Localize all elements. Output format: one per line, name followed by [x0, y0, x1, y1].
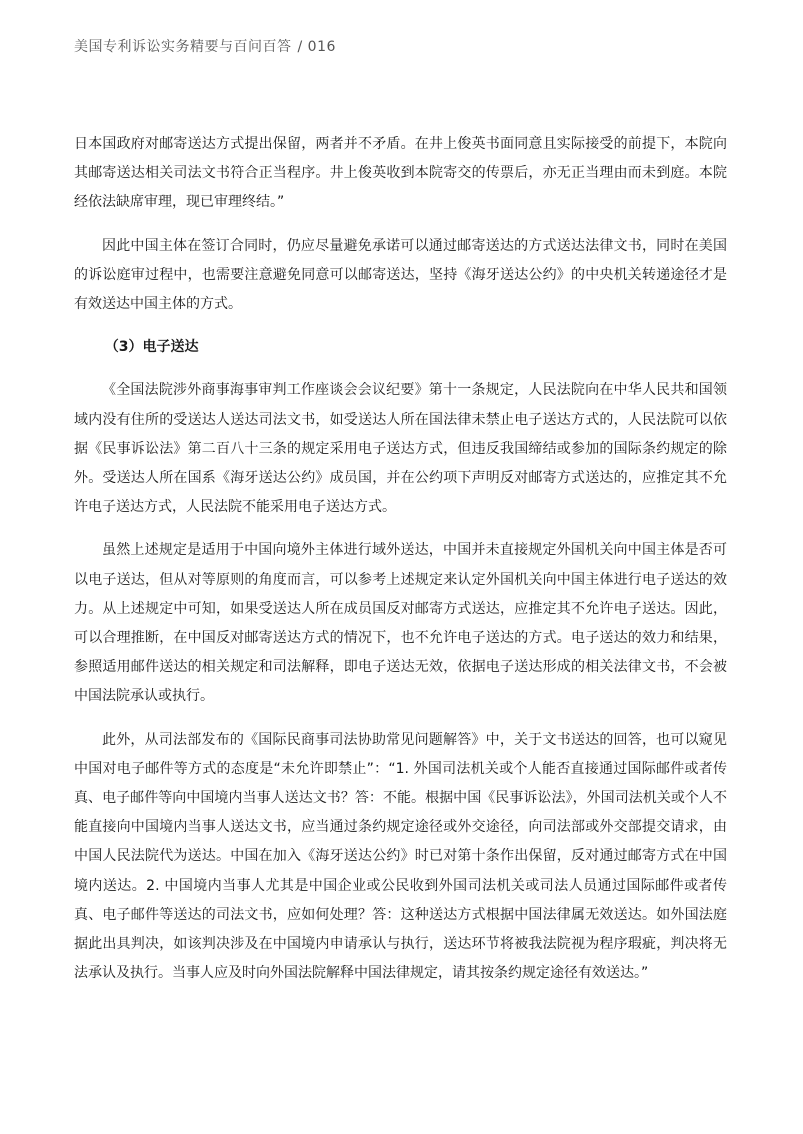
page-body [74, 130, 727, 1002]
paragraph-court-minutes: 《全国法院涉外商事海事审判工作座谈会会议纪要》第十一条规定，人民法院向在中华人民共和国领域内没有住所的受送达人送达司法文书，如受送达人所在国法律未禁止电子送达方式的，人民法院可以依据《民事诉讼法》第二百八十三条的规定采用电子送达方式，但违反我国缔结或参加的国际条约规定的除外。受送达人所在国系《海牙送达公约》成员国，并在公约项下声明反对邮寄方式送达的，应推定其不允许电子送达方式，人民法院不能采用电子送达方式。 [74, 382, 727, 516]
paragraph-continuation: 日本国政府对邮寄送达方式提出保留，两者并不矛盾。在井上俊英书面同意且实际接受的前提下，本院向其邮寄送达相关司法文书符合正当程序。井上俊英收到本院寄交的传票后，亦无正当理由而未到庭。本院经依法缺席审理，现已审理终结。” [74, 136, 727, 211]
section-heading-electronic-service: （3）电子送达 [104, 339, 199, 356]
page-number: / 016 [297, 39, 336, 55]
paragraph-contract-advice: 因此中国主体在签订合同时，仍应尽量避免承诺可以通过邮寄送达的方式送达法律文书，同时在美国的诉讼庭审过程中，也需要注意避免同意可以邮寄送达，坚持《海牙送达公约》的中央机关转递途径才是有效送达中国主体的方式。 [74, 237, 727, 313]
book-title: 美国专利诉讼实务精要与百问百答 [74, 39, 292, 55]
running-header [74, 36, 336, 56]
paragraph-reciprocity: 虽然上述规定是适用于中国向境外主体进行域外送达，中国并未直接规定外国机关向中国主体是否可以电子送达，但从对等原则的角度而言，可以参考上述规定来认定外国机关向中国主体进行电子送达的效力。从上述规定中可知，如果受送达人所在成员国反对邮寄方式送达，应推定其不允许电子送达。因此，可以合理推断，在中国反对邮寄送达方式的情况下，也不允许电子送达的方式。电子送达的效力和结果，参照适用邮件送达的相关规定和司法解释，即电子送达无效，依据电子送达形成的相关法律文书，不会被中国法院承认或执行。 [74, 542, 727, 705]
paragraph-ministry-faq: 此外，从司法部发布的《国际民商事司法协助常见问题解答》中，关于文书送达的回答，也可以窥见中国对电子邮件等方式的态度是“未允许即禁止”：“1. 外国司法机关或个人能否直接通过国际邮件或者传真、电子邮件等向中国境内当事人送达文书？答：不能。根据中国《民事诉讼法》，外国司法机关或个人不能直接向中国境内当事人送达文书，应当通过条约规定途径或外交途径，向司法部或外交部提交请求，由中国人民法院代为送达。中国在加入《海牙送达公约》时已对第十条作出保留，反对通过邮寄方式在中国境内送达。2. 中国境内当事人尤其是中国企业或公民收到外国司法机关或司法人员通过国际邮件或者传真、电子邮件等送达的司法文书，应如何处理？答：这种送达方式根据中国法律属无效送达。如外国法庭据此出具判决，如该判决涉及在中国境内申请承认与执行，送达环节将被我法院视为程序瑕疵，判决将无法承认及执行。当事人应及时向外国法院解释中国法律规定，请其按条约规定途径有效送达。” [74, 731, 727, 982]
